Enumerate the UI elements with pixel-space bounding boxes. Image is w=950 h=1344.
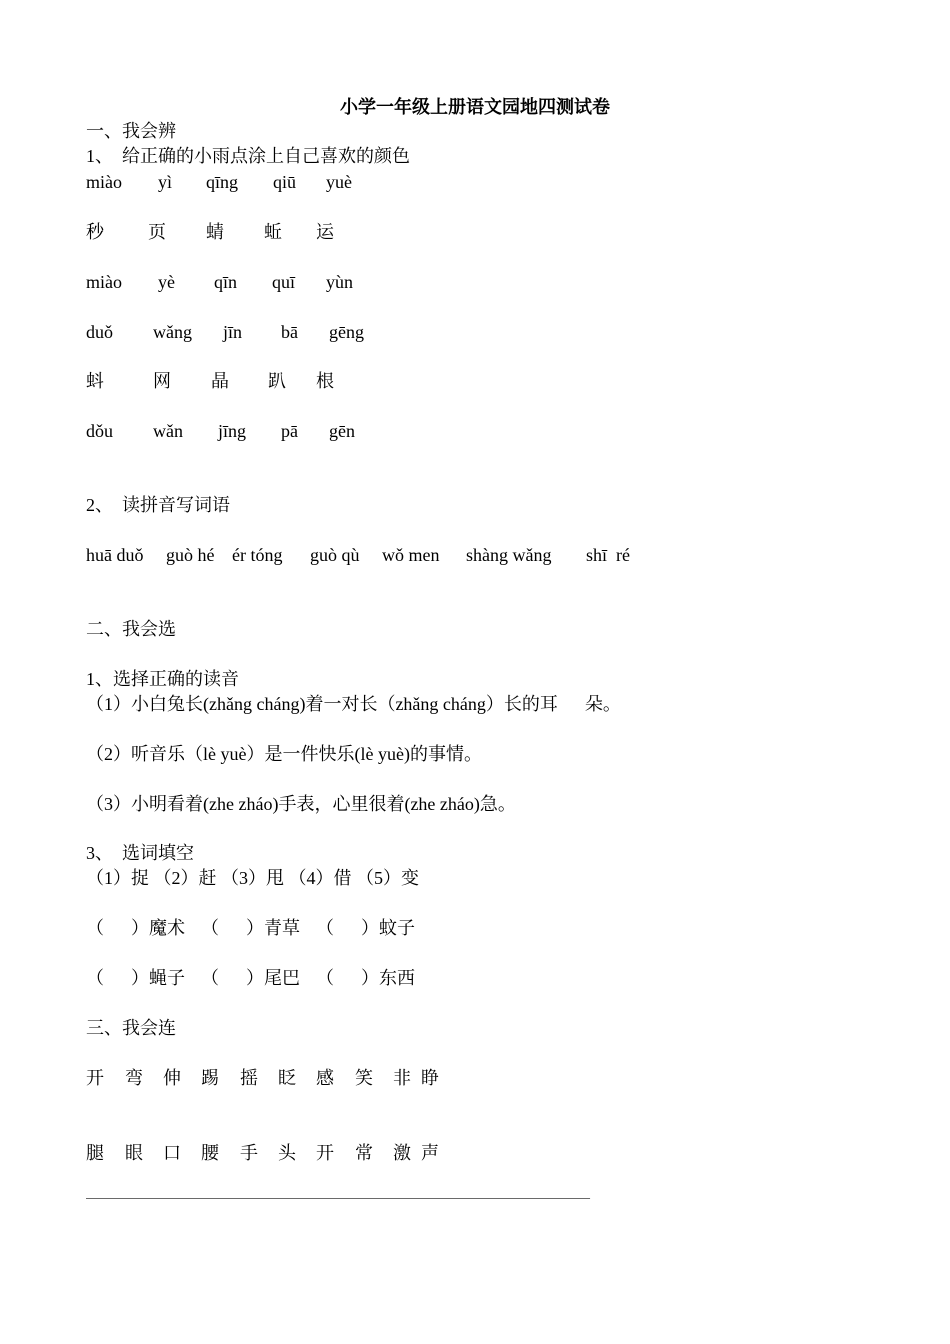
section-1-heading: 一、我会辨	[86, 121, 176, 141]
fill-words-options: （1）捉 （2）赶 （3）甩 （4）借 （5）变	[86, 868, 419, 888]
match-char: 手	[240, 1143, 258, 1163]
match-char: 开	[316, 1143, 334, 1163]
char-cell: 晶	[211, 371, 229, 391]
fill-blank-item: （ ）青草	[201, 918, 300, 938]
pinyin-cell: wǎn	[153, 421, 183, 441]
pinyin-cell: qiū	[273, 172, 297, 192]
match-char: 头	[278, 1143, 296, 1163]
match-char: 伸	[163, 1068, 181, 1088]
pinyin-cell: pā	[281, 421, 298, 441]
char-cell: 蚪	[86, 371, 104, 391]
choose-reading-item: （1）小白兔长(zhǎng cháng)着一对长（zhǎng cháng）长的耳 朵。	[86, 694, 621, 714]
choose-reading-heading: 1、选择正确的读音	[86, 669, 239, 689]
choose-reading-item: （3）小明看着(zhe zháo)手表，心里很着(zhe zháo)急。	[86, 794, 516, 814]
pinyin-cell: yùn	[326, 272, 353, 292]
char-cell: 运	[316, 222, 334, 242]
pinyin-cell: wǎng	[153, 322, 192, 342]
pinyin-word: shàng wǎng	[466, 545, 552, 565]
char-cell: 网	[153, 371, 171, 391]
pinyin-cell: duǒ	[86, 322, 113, 342]
question-2-heading: 2、 读拼音写词语	[86, 495, 230, 515]
char-cell: 蜻	[206, 222, 224, 242]
pinyin-cell: yuè	[326, 172, 352, 192]
pinyin-cell: gēng	[329, 322, 364, 342]
match-char: 常	[355, 1143, 373, 1163]
pinyin-word: guò qù	[310, 545, 360, 565]
char-cell: 趴	[268, 371, 286, 391]
pinyin-cell: yè	[158, 272, 175, 292]
pinyin-cell: miào	[86, 172, 122, 192]
match-char: 声	[421, 1143, 439, 1163]
pinyin-cell: jīn	[223, 322, 243, 342]
char-cell: 秒	[86, 222, 104, 242]
match-char: 非	[393, 1068, 411, 1088]
page-title: 小学一年级上册语文园地四测试卷	[340, 97, 610, 117]
pinyin-cell: yì	[158, 172, 173, 192]
choose-reading-item: （2）听音乐（lè yuè）是一件快乐(lè yuè)的事情。	[86, 744, 482, 764]
fill-blank-item: （ ）蝇子	[86, 968, 185, 988]
fill-words-heading: 3、 选词填空	[86, 843, 194, 863]
char-cell: 根	[316, 371, 334, 391]
match-char: 眨	[278, 1068, 296, 1088]
section-3-heading: 三、我会连	[86, 1018, 176, 1038]
section-2-heading: 二、我会选	[86, 619, 176, 639]
pinyin-cell: gēn	[329, 421, 355, 441]
match-char: 开	[86, 1068, 104, 1088]
question-1-heading: 1、 给正确的小雨点涂上自己喜欢的颜色	[86, 146, 410, 166]
char-cell: 页	[148, 222, 166, 242]
match-char: 感	[316, 1068, 334, 1088]
match-char: 踢	[201, 1068, 219, 1088]
footer-rule: ——————————————————————————————————————————	[86, 1190, 590, 1204]
pinyin-cell: qīn	[214, 272, 238, 292]
match-char: 腿	[86, 1143, 104, 1163]
pinyin-word: huā duǒ	[86, 545, 144, 565]
match-char: 睁	[421, 1068, 439, 1088]
char-cell: 蚯	[264, 222, 282, 242]
pinyin-cell: quī	[272, 272, 296, 292]
pinyin-cell: bā	[281, 322, 298, 342]
fill-blank-item: （ ）东西	[316, 968, 415, 988]
pinyin-cell: qīng	[206, 172, 239, 192]
pinyin-word: ér tóng	[232, 545, 283, 565]
fill-blank-item: （ ）魔术	[86, 918, 185, 938]
pinyin-word: guò hé	[166, 545, 215, 565]
match-char: 眼	[125, 1143, 143, 1163]
pinyin-cell: jīng	[218, 421, 247, 441]
pinyin-word: shī ré	[586, 545, 630, 565]
pinyin-cell: dǒu	[86, 421, 113, 441]
match-char: 口	[163, 1143, 181, 1163]
fill-blank-item: （ ）尾巴	[201, 968, 300, 988]
pinyin-word: wǒ men	[382, 545, 440, 565]
match-char: 摇	[240, 1068, 258, 1088]
fill-blank-item: （ ）蚊子	[316, 918, 415, 938]
match-char: 激	[393, 1143, 411, 1163]
pinyin-cell: miào	[86, 272, 122, 292]
match-char: 笑	[355, 1068, 373, 1088]
match-char: 腰	[201, 1143, 219, 1163]
match-char: 弯	[125, 1068, 143, 1088]
